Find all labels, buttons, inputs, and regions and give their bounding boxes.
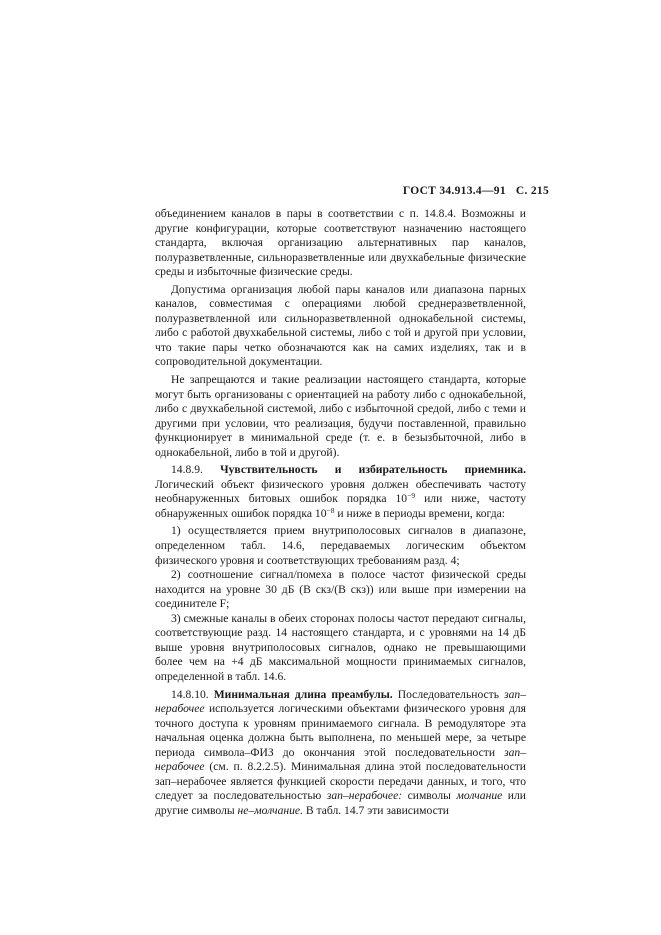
section-text: или другие символы bbox=[155, 789, 527, 817]
exponent: −9 bbox=[407, 491, 416, 501]
list-item: 2) соотношение сигнал/помеха в полосе частот физической среды находится на уровне 30 дБ (В скз/(В скз)) или выше при измерении на соединителе F; bbox=[155, 568, 526, 611]
section-text: Последовательность bbox=[392, 687, 505, 701]
term: зап–нерабочее bbox=[155, 687, 526, 716]
section-text: Логический объект физического уровня должен обеспечивать частоту необнаруженных битовых ошибок порядка 10 bbox=[155, 477, 526, 506]
section-heading: Чувствительность и избирательность приемника. bbox=[220, 463, 526, 477]
section-text: используется логическими объектами физического уровня для точного доступа к уровням принимаемого сигнала. В ремодуляторе эта начальная оценка должна быть выполнена, по меньшей мере, за четыре периода символа–ФИЗ до окончания этой последовательности bbox=[155, 702, 526, 759]
section-text: символы bbox=[402, 789, 457, 803]
list-item: 3) смежные каналы в обеих сторонах полосы частот передают сигналы, соответствующие разд. 14 настоящего стандарта, и с уровнями на 14 дБ выше уровня внутриполосовых сигналов, однако не превышающими более чем на +4 дБ максимальной мощности принимаемых сигналов, определенной в табл. 14.6. bbox=[155, 611, 526, 683]
section-14-8-9 bbox=[155, 463, 526, 521]
exponent: −8 bbox=[326, 505, 335, 515]
section-number: 14.8.10. bbox=[171, 687, 209, 701]
body-text bbox=[155, 207, 526, 821]
term: не–молчание. bbox=[237, 803, 303, 817]
paragraph-pairing: Допустима организация любой пары каналов или диапазона парных каналов, совместимая с операциями любой среднеразветвленной, полуразветвленной или сильноразветвленной однокабельной системы, либо с работой двухкабельной системы, либо с той и другой при условии, что такие пары четко обозначаются как на самих изделиях, так и в сопроводительной документации. bbox=[155, 282, 526, 369]
page-number: С. 215 bbox=[515, 185, 549, 197]
section-text: (см. п. 8.2.2.5). Минимальная длина этой последовательности зап–нерабочее является функцией скорости передачи данных, и того, что следует за последовательностью bbox=[155, 760, 526, 803]
term: зап–нерабочее bbox=[155, 745, 526, 774]
section-14-8-10 bbox=[155, 688, 526, 819]
standard-number: ГОСТ 34.913.4—91 bbox=[402, 185, 506, 197]
section-text: и ниже в периоды времени, когда: bbox=[334, 506, 505, 520]
list-item: 1) осуществляется прием внутриполосовых сигналов в диапазоне, определенном табл. 14.6, передаваемых логическим объектом физического уровня и соответствующих требованиям разд. 4; bbox=[155, 524, 526, 567]
section-text: В табл. 14.7 эти зависимости bbox=[302, 803, 449, 817]
running-header bbox=[403, 185, 549, 197]
section-text: или ниже, частоту обнаруженных ошибок порядка 10 bbox=[155, 492, 527, 520]
term: зап–нерабочее: bbox=[326, 789, 403, 803]
section-number: 14.8.9. bbox=[171, 463, 203, 477]
section-heading: Минимальная длина преамбулы. bbox=[213, 687, 393, 701]
paragraph-implementations: Не запрещаются и такие реализации настоящего стандарта, которые могут быть организованы с ориентацией на работу либо с однокабельной, либо с двухкабельной системой, либо с избыточной средой, либо с теми и другими при условии, что реализация, будучи поставленной, правильно функционирует в минимальной среде (т. е. в безызбыточной, либо в однокабельной, либо в той и другой). bbox=[155, 373, 526, 459]
paragraph-continued: объединением каналов в пары в соответствии с п. 14.8.4. Возможны и другие конфигурации, которые соответствуют назначению настоящего стандарта, включая организацию альтернативных пар каналов, полуразветвленные, сильноразветвленные или двухкабельные физические среды и избыточные физические среды. bbox=[155, 207, 526, 279]
term: молчание bbox=[456, 789, 503, 803]
